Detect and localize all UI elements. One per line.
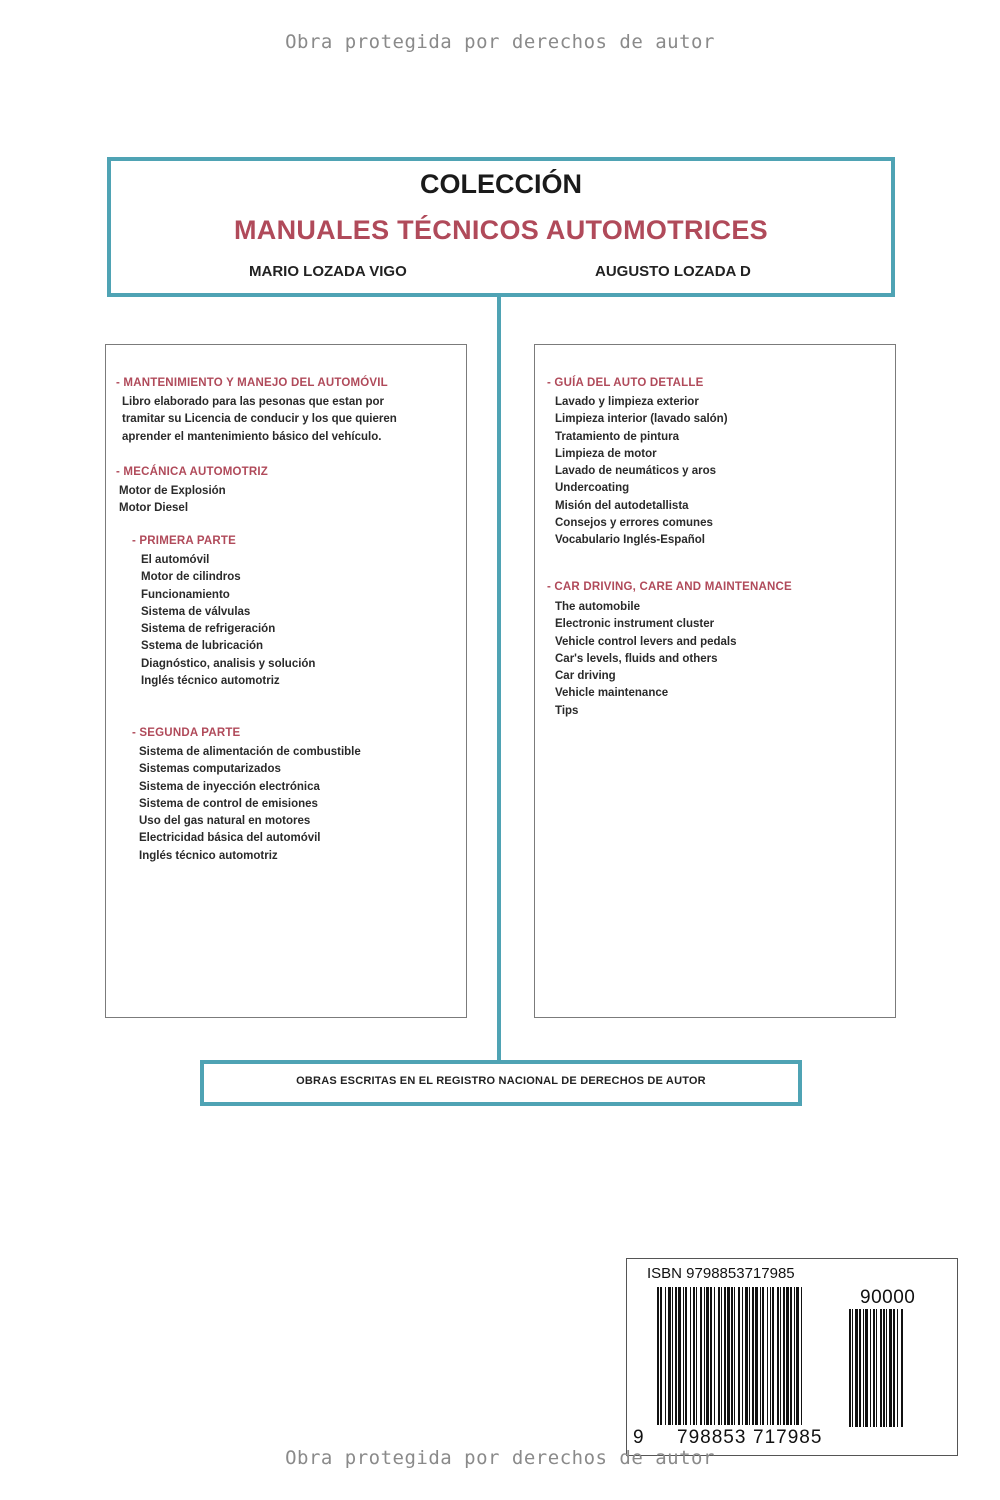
list-item: Vocabulario Inglés-Español xyxy=(555,534,705,547)
list-item: The automobile xyxy=(555,601,640,613)
section-title-car-driving: - CAR DRIVING, CARE AND MAINTENANCE xyxy=(547,581,792,593)
right-column-box xyxy=(534,344,896,1018)
section-title-auto-detalle: - GUÍA DEL AUTO DETALLE xyxy=(547,377,704,389)
list-item: Sistemas computarizados xyxy=(139,763,281,776)
isbn-label: ISBN 9798853717985 xyxy=(647,1265,795,1282)
list-item: Funcionamiento xyxy=(141,588,230,601)
isbn-addon-barcode-icon xyxy=(849,1309,937,1427)
list-item: Sistema de inyección electrónica xyxy=(139,780,320,793)
list-item: Electricidad básica del automóvil xyxy=(139,832,321,845)
list-item: Undercoating xyxy=(555,482,630,495)
list-item: Limpieza de motor xyxy=(555,447,657,460)
list-item: Motor de cilindros xyxy=(141,571,241,584)
copyright-watermark-top: Obra protegida por derechos de autor xyxy=(285,31,715,53)
list-item: Inglés técnico automotriz xyxy=(139,849,278,862)
author-name-1: MARIO LOZADA VIGO xyxy=(249,263,407,280)
section-list-primera-parte xyxy=(141,552,315,690)
registry-footer-text: OBRAS ESCRITAS EN EL REGISTRO NACIONAL DE DERECHOS DE AUTOR xyxy=(296,1075,706,1087)
list-item: Vehicle control levers and pedals xyxy=(555,635,737,648)
isbn-barcode-icon xyxy=(657,1287,847,1425)
isbn-digit-group-1: 798853 xyxy=(677,1427,747,1448)
list-item: Sistema de alimentación de combustible xyxy=(139,746,361,758)
section-list-mantenimiento xyxy=(122,394,397,446)
left-column-box xyxy=(105,344,467,1018)
list-item: Car driving xyxy=(555,670,616,683)
author-name-2: AUGUSTO LOZADA D xyxy=(595,263,751,280)
list-item: Sistema de válvulas xyxy=(141,605,251,618)
list-item: Sistema de control de emisiones xyxy=(139,797,318,810)
list-item: Libro elaborado para las pesonas que estan por xyxy=(122,396,385,408)
list-item: Motor Diesel xyxy=(119,502,189,515)
list-item: Tratamiento de pintura xyxy=(555,430,679,443)
list-item: Consejos y errores comunes xyxy=(555,517,713,530)
section-list-mecanica xyxy=(119,483,226,518)
section-title-mecanica: - MECÁNICA AUTOMOTRIZ xyxy=(116,466,268,478)
section-list-segunda-parte xyxy=(139,744,361,865)
isbn-addon-digits: 90000 xyxy=(860,1287,916,1308)
connector-line xyxy=(497,293,501,1060)
list-item: Limpieza interior (lavado salón) xyxy=(555,413,728,426)
isbn-digit-group-2: 717985 xyxy=(753,1427,823,1448)
list-item: Vehicle maintenance xyxy=(555,687,669,700)
section-list-car-driving xyxy=(555,599,737,720)
isbn-barcode-box xyxy=(626,1258,958,1456)
registry-footer-box xyxy=(200,1060,802,1106)
list-item: Inglés técnico automotriz xyxy=(141,675,280,688)
section-list-auto-detalle xyxy=(555,394,728,550)
list-item: El automóvil xyxy=(141,554,210,566)
list-item: Lavado y limpieza exterior xyxy=(555,396,699,408)
list-item: tramitar su Licencia de conducir y los que quieren xyxy=(122,413,397,426)
isbn-digit-first: 9 xyxy=(633,1427,644,1448)
list-item: Uso del gas natural en motores xyxy=(139,815,311,828)
series-title: MANUALES TÉCNICOS AUTOMOTRICES xyxy=(233,215,768,245)
list-item: Lavado de neumáticos y aros xyxy=(555,465,717,478)
section-title-primera-parte: - PRIMERA PARTE xyxy=(132,535,236,547)
section-title-mantenimiento: - MANTENIMIENTO Y MANEJO DEL AUTOMÓVIL xyxy=(116,377,388,389)
list-item: Car's levels, fluids and others xyxy=(555,652,718,665)
collection-title: COLECCIÓN xyxy=(420,169,582,199)
list-item: Diagnóstico, analisis y solución xyxy=(141,657,316,670)
list-item: aprender el mantenimiento básico del vehículo. xyxy=(122,430,382,443)
list-item: Misión del autodetallista xyxy=(555,499,689,512)
copyright-watermark-bottom: Obra protegida por derechos de autor xyxy=(285,1447,715,1469)
list-item: Motor de Explosión xyxy=(119,485,226,497)
list-item: Sstema de lubricación xyxy=(141,640,264,653)
section-title-segunda-parte: - SEGUNDA PARTE xyxy=(132,727,241,739)
collection-header-box xyxy=(107,157,895,297)
list-item: Tips xyxy=(555,704,579,717)
list-item: Electronic instrument cluster xyxy=(555,618,715,631)
list-item: Sistema de refrigeración xyxy=(141,623,276,636)
